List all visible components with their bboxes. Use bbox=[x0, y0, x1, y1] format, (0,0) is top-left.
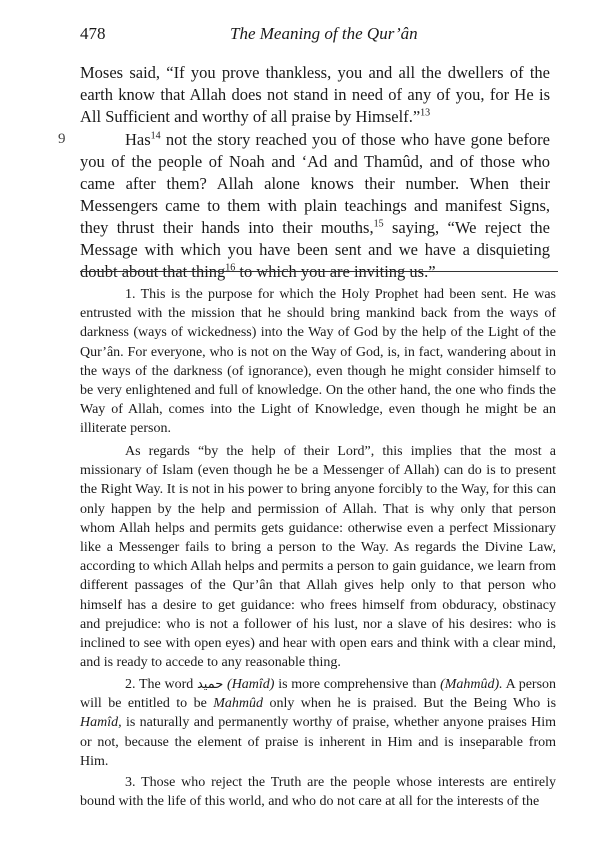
arabic-word: حميد bbox=[196, 677, 224, 692]
footnote-1 bbox=[80, 285, 556, 439]
footnote-ref: 16 bbox=[225, 262, 236, 274]
verse-number: 9 bbox=[58, 131, 66, 147]
footnote-paragraph: 2. The word حميد (Hamîd) is more comprehensive than (Mahmûd). A person will be entitled to be Mahmûd only when he is praised. But the Being Who is Hamîd, is naturally and permanently worthy of praise, whether anyone praises Him or not, because the element of praise is inherent in Him and is inseparable from Him. bbox=[80, 677, 557, 769]
footnote-paragraph: 3. Those who reject the Truth are the people whose interests are entirely bound with the life of this world, and who do not care at all for the interests of the bbox=[80, 775, 556, 810]
page-number: 478 bbox=[80, 24, 106, 43]
footnote-divider bbox=[80, 271, 558, 272]
verse-paragraph: Moses said, “If you prove thankless, you and all the dwellers of the earth know that Allah does not stand in need of any of you, for He is All Sufficient and worthy of all praise by Himself.”$^{13}$ bbox=[80, 63, 550, 126]
verse-paragraph: Has$^{14}$ not the story reached you of those who have gone before you of the people of Noah and ‘Ad and Thamûd, and of those who came after them? Allah alone knows their number. When their Messengers came to them with plain teachings and manifest Signs, they thrust their hands into their mouths,$^{15}$ saying, “We reject the Message with which you have been sent and we have a disquieting doubt about that thing$^{16}$ to which you are inviting us.” bbox=[80, 130, 550, 281]
footnote-ref: 14 bbox=[150, 130, 161, 142]
footnote-paragraph: 1. This is the purpose for which the Holy Prophet had been sent. He was entrusted with the mission that he should bring mankind back from the ways of darkness (ways of wickedness) into the Way of God by the help of the Light of the Qur’ân. For everyone, who is not on the Way of God, is, in fact, wandering about in the ways of the darkness (of ignorance), even though he might consider himself to be very enlightened and full of knowledge. On the other hand, the one who finds the Way of Allah, comes into the Light of Knowledge, even though he might be an illiterate person. bbox=[80, 287, 556, 437]
running-title: The Meaning of the Qur’ân bbox=[230, 24, 418, 43]
footnote-paragraph: As regards “by the help of their Lord”, this implies that the most a missionary of Islam (even though he be a Messenger of Allah) can do is to present the Right Way. It is not in his power to bring anyone forcibly to the Way, for this can only happen by the help and permission of Allah. That is why only that person whom Allah helps and permits gets guidance: otherwise even a perfect Missionary like a Messenger fails to bring a person to the Way. As regards the Divine Law, according to which Allah helps and permits a person to gain guidance, we learn from different passages of the Qur’ân that Allah gives help only to that person who himself has a desire to get guidance: who frees himself from obduracy, obstinacy and prejudice: who is not a follower of his lust, nor a slave of his desires: who is inclined to see with open eyes) and hear with open ears and think with a clear mind, and is ready to accede to any reasonable thing. bbox=[80, 444, 556, 671]
footnote-1-continued bbox=[80, 442, 556, 672]
footnote-ref: 13 bbox=[420, 107, 431, 119]
verse-text-block bbox=[80, 62, 550, 128]
page-header bbox=[80, 24, 550, 50]
footnote-2 bbox=[80, 675, 556, 771]
verse-text-block bbox=[80, 129, 550, 283]
footnote-3 bbox=[80, 773, 556, 811]
footnote-ref: 15 bbox=[373, 218, 384, 230]
